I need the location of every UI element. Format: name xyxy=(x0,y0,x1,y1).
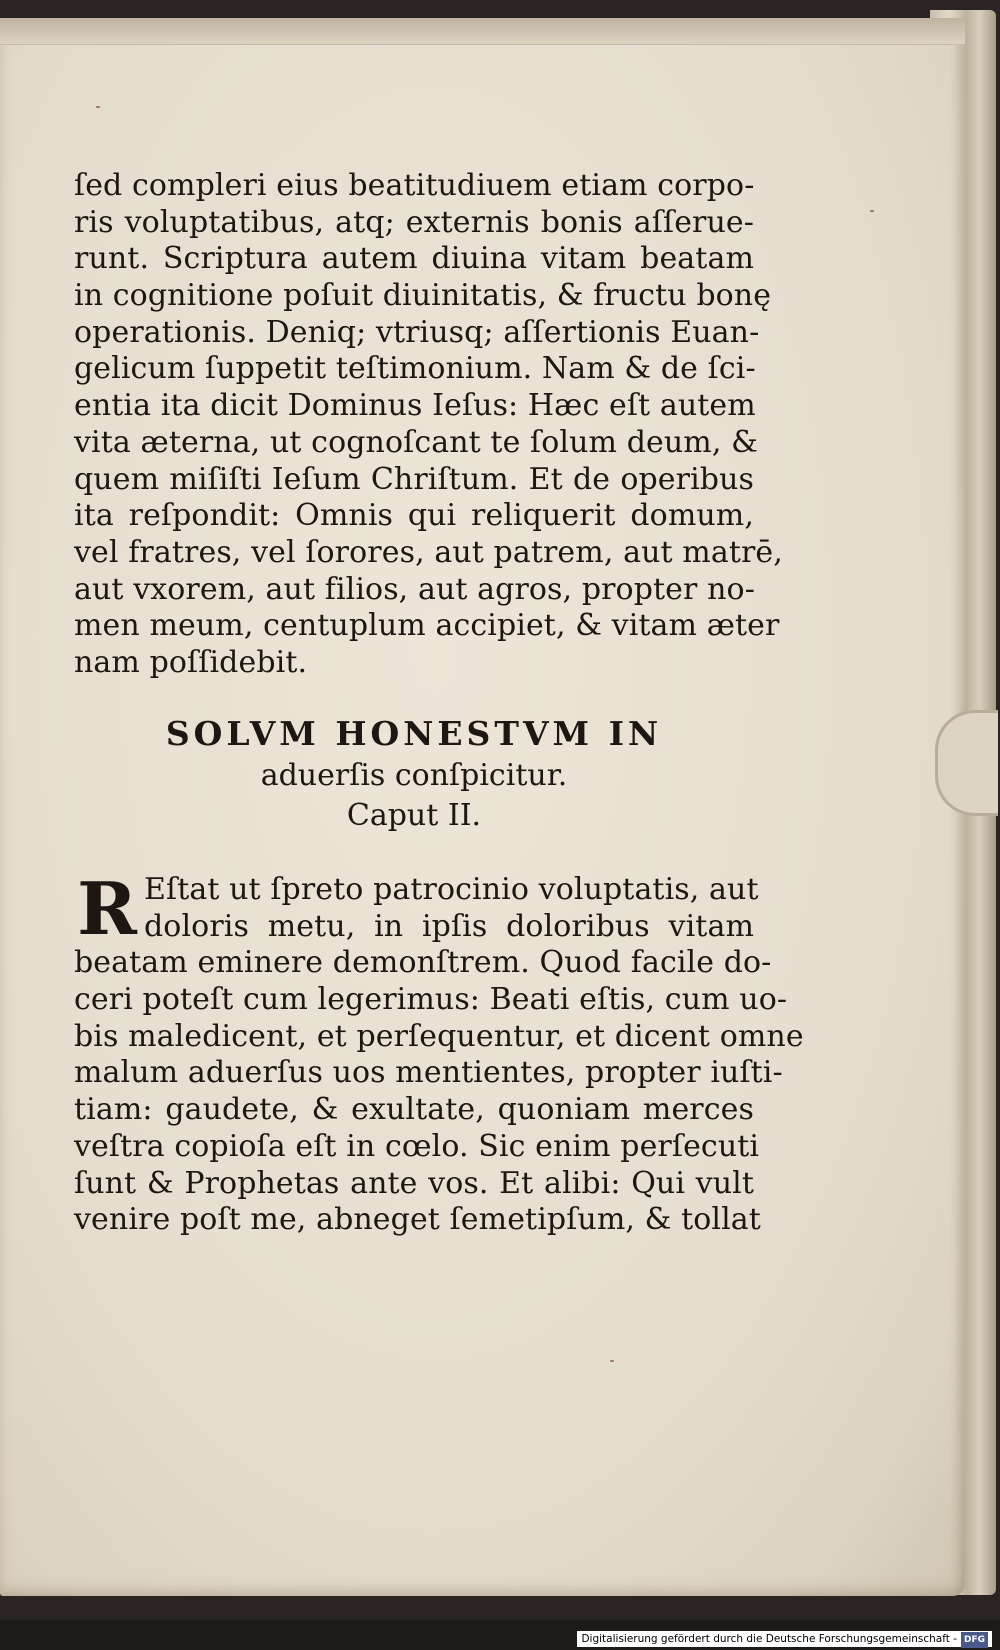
dropcap-initial: R xyxy=(77,866,137,951)
text-line: aut vxorem, aut filios, aut agros, propter no- xyxy=(74,571,755,607)
paper-speck xyxy=(610,1360,614,1362)
text-line: operationis. Deniq; vtriusq; aſſertionis Euan- xyxy=(74,314,760,350)
text-line: tiam: gaudete, & exultate, quoniam merces xyxy=(74,1092,754,1128)
heading-chapter-number: Caput II. xyxy=(346,798,482,833)
text-line: runt. Scriptura autem diuina vitam beatam xyxy=(74,241,754,277)
text-line: entia ita dicit Dominus Ieſus: Hæc eſt autem xyxy=(74,388,756,424)
chapter-heading xyxy=(74,712,754,836)
paper-speck xyxy=(96,106,100,108)
digitization-credit xyxy=(577,1631,992,1647)
text-line: ſed compleri eius beatitudiuem etiam corpo- xyxy=(74,168,755,203)
text-line: gelicum ſuppetit teſtimonium. Nam & de ſci- xyxy=(74,351,756,387)
text-line: ſunt & Prophetas ante vos. Et alibi: Qui vult xyxy=(74,1165,754,1201)
text-line: men meum, centuplum accipiet, & vitam æter xyxy=(74,608,780,644)
text-line: malum aduerſus uos mentientes, propter iuſti- xyxy=(74,1055,783,1091)
paragraph-1 xyxy=(74,168,783,682)
text-line: in cognitione poſuit diuinitatis, & fructu bonę xyxy=(74,278,772,314)
credit-text: Digitalisierung gefördert durch die Deutsche Forschungsgemeinschaft - xyxy=(581,1633,957,1645)
heading-title: SOLVM HONESTVM IN xyxy=(165,714,663,753)
text-line: doloris metu, in ipſis doloribus vitam xyxy=(144,908,754,944)
text-line: veſtra copioſa eſt in cœlo. Sic enim perſecuti xyxy=(74,1128,760,1164)
paragraph-2 xyxy=(74,866,804,1239)
dfg-logo: DFG xyxy=(961,1632,988,1648)
text-line: quem miſiſti Ieſum Chriſtum. Et de operibus xyxy=(74,461,754,497)
text-line: vel fratres, vel ſorores, aut patrem, aut matrē, xyxy=(74,534,783,570)
page-top-edge xyxy=(0,18,965,45)
text-line: vita æterna, ut cognoſcant te ſolum deum, & xyxy=(74,424,758,460)
text-line: bis maledicent, et perſequentur, et dicent omne xyxy=(74,1018,804,1054)
text-line: ceri poteſt cum legerimus: Beati eſtis, cum uo- xyxy=(74,982,788,1018)
paper-speck xyxy=(870,210,874,212)
text-line: ris voluptatibus, atq; externis bonis aſſerue- xyxy=(74,204,754,240)
text-line: venire poſt me, abneget ſemetipſum, & tollat xyxy=(74,1202,761,1238)
heading-subtitle: aduerſis conſpicitur. xyxy=(260,758,568,793)
text-line: Eſtat ut ſpreto patrocinio voluptatis, aut xyxy=(144,872,759,907)
text-line: nam poſſidebit. xyxy=(74,644,308,680)
text-line: beatam eminere demonſtrem. Quod facile do- xyxy=(74,945,772,981)
clasp-tab xyxy=(935,710,998,816)
text-line: ita reſpondit: Omnis qui reliquerit domum, xyxy=(74,498,754,534)
